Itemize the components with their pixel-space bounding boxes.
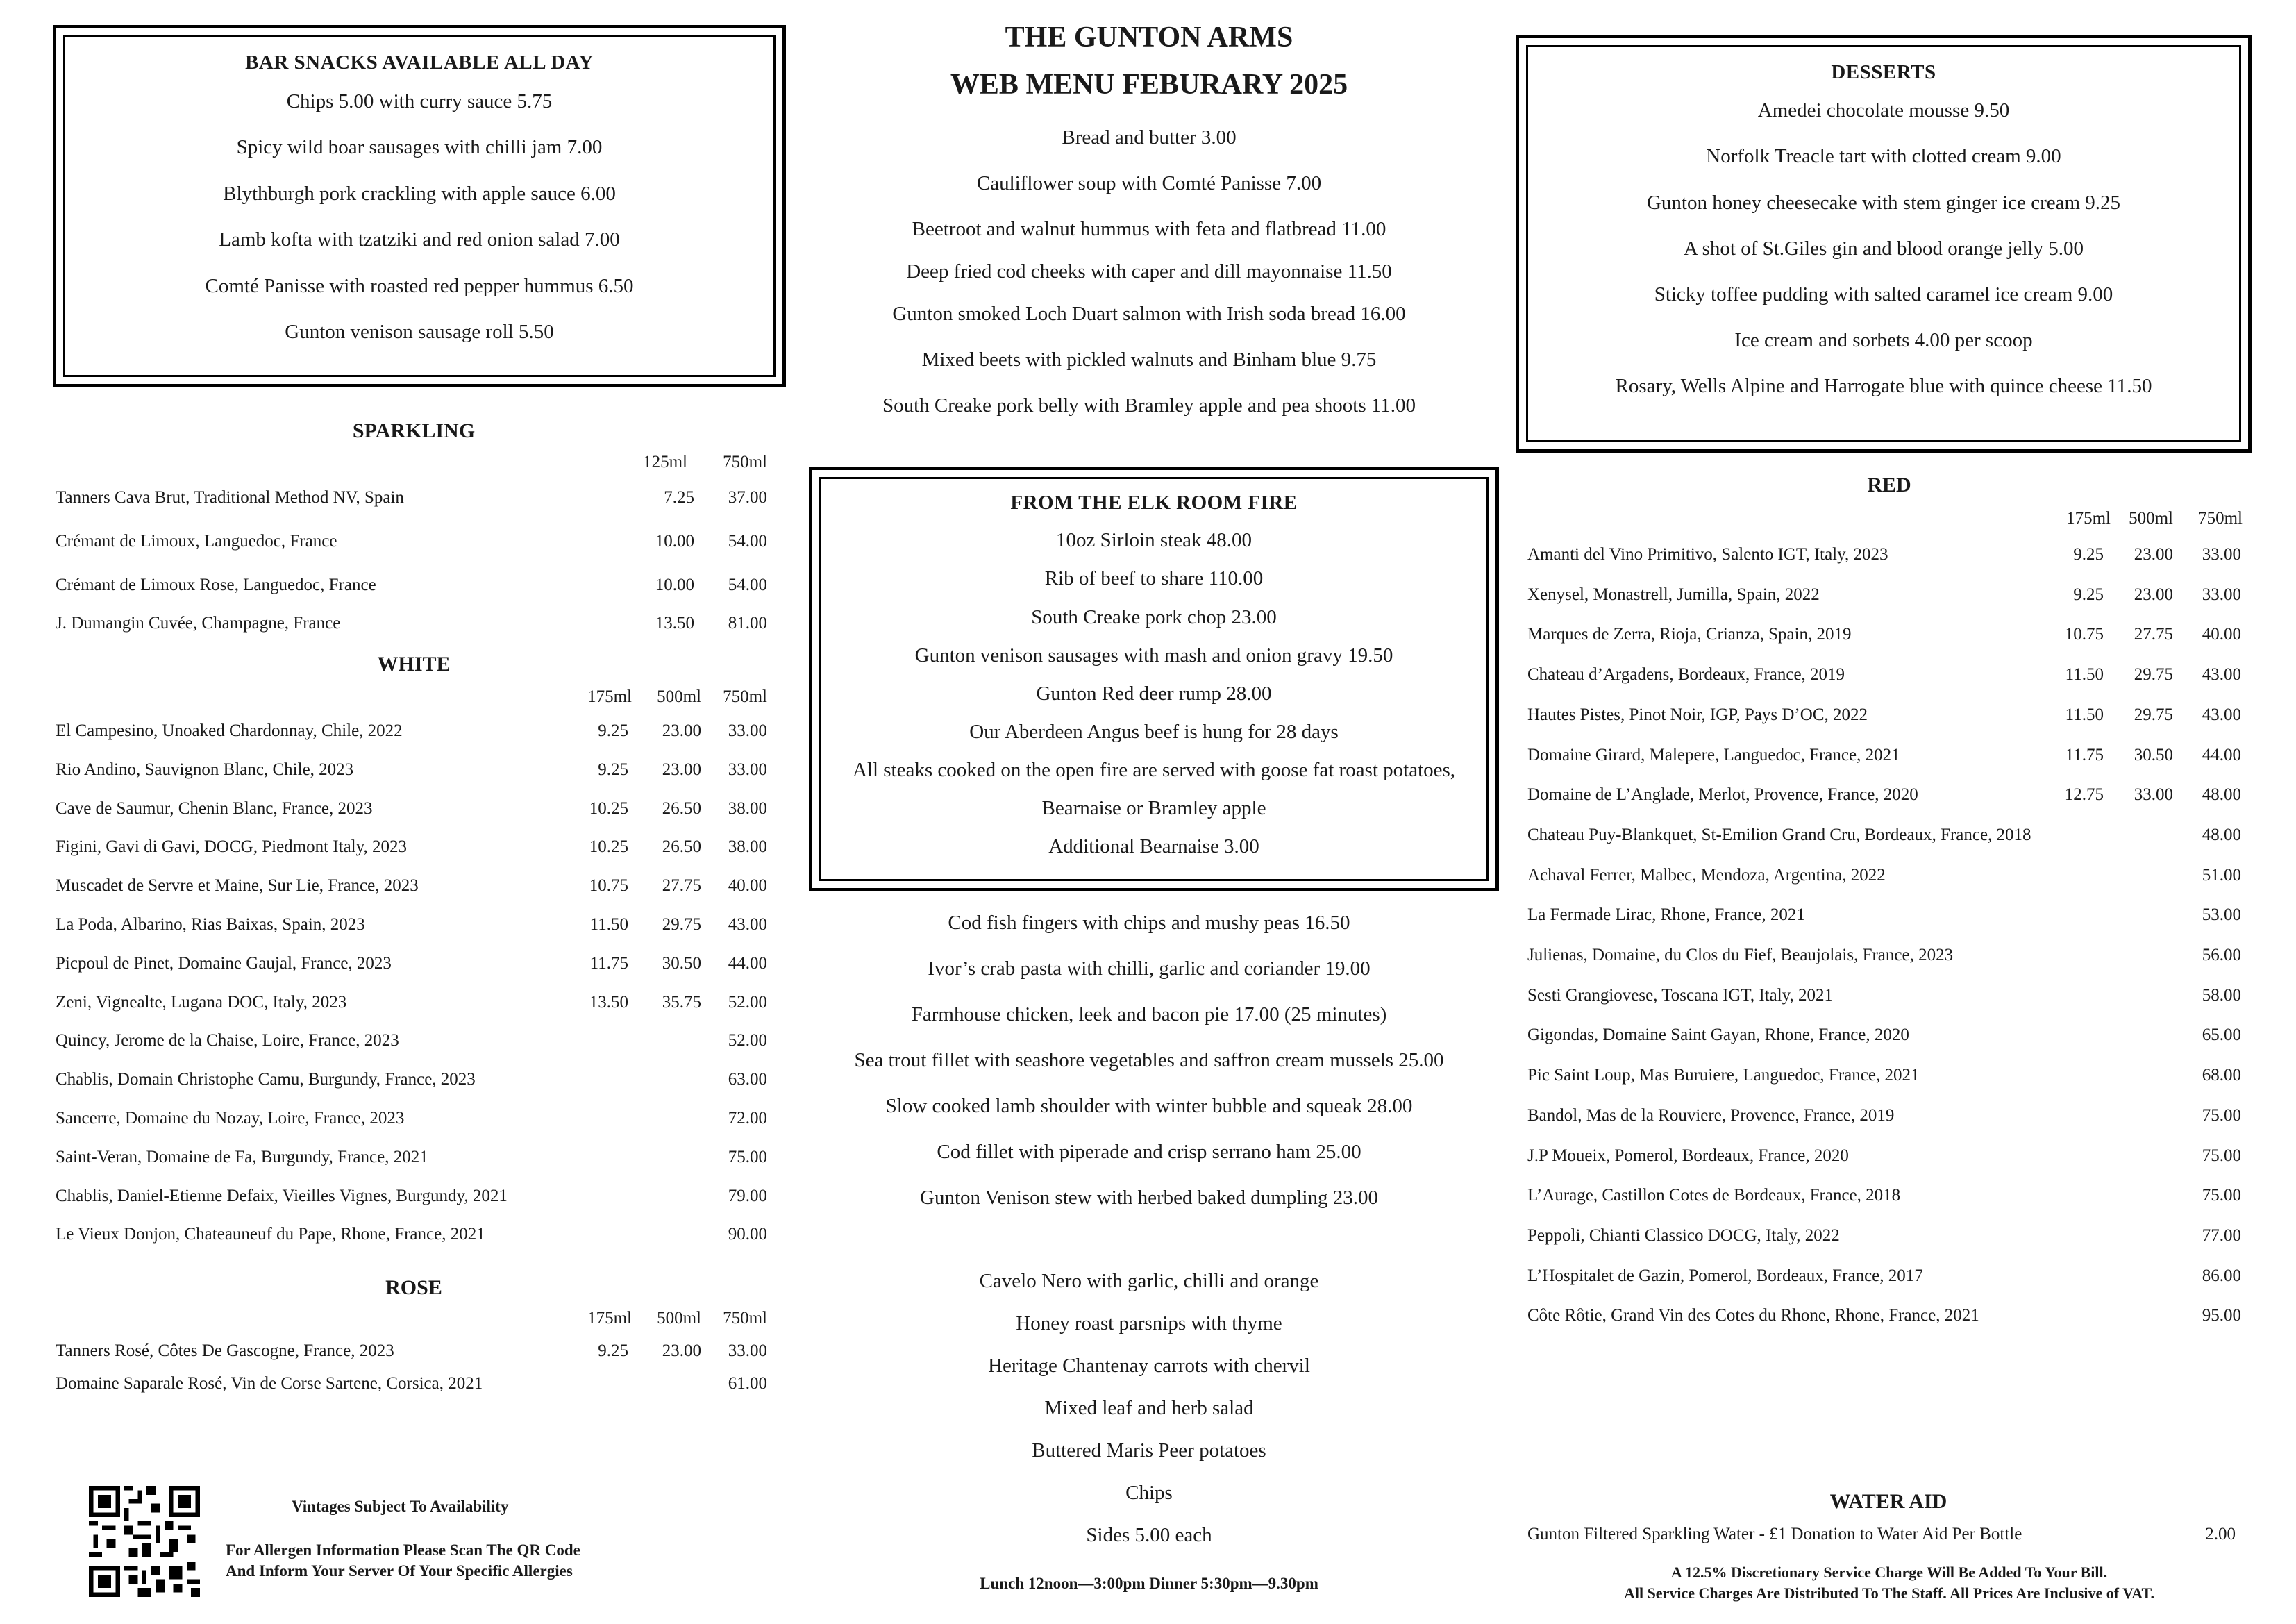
wine-price-b: 33.00 xyxy=(2134,785,2173,805)
wine-price-a: 9.25 xyxy=(598,721,628,740)
side-item: Buttered Maris Peer potatoes xyxy=(1032,1439,1266,1462)
wine-price-c: 56.00 xyxy=(2202,946,2241,964)
water-aid-item: Gunton Filtered Sparkling Water - £1 Donation to Water Aid Per Bottle xyxy=(1527,1525,2022,1543)
wine-price-b: 29.75 xyxy=(2134,665,2173,685)
wine-name: Marques de Zerra, Rioja, Crianza, Spain, 2019 xyxy=(1527,625,1852,644)
dessert-item: Gunton honey cheesecake with stem ginger ice cream 9.25 xyxy=(1646,192,2121,214)
white-col-175: 175ml xyxy=(587,687,632,706)
wine-name: L’Hospitalet de Gazin, Pomerol, Bordeaux, France, 2017 xyxy=(1527,1266,1923,1285)
wine-price-b: 30.50 xyxy=(662,953,701,973)
wine-name: Crémant de Limoux Rose, Languedoc, France xyxy=(56,576,376,594)
wine-price-c: 61.00 xyxy=(728,1374,767,1393)
restaurant-name: THE GUNTON ARMS xyxy=(1005,22,1293,53)
wine-name: Rio Andino, Sauvignon Blanc, Chile, 2023 xyxy=(56,760,354,779)
wine-price-a: 13.50 xyxy=(589,992,628,1012)
wine-name: Pic Saint Loup, Mas Buruiere, Languedoc, France, 2021 xyxy=(1527,1066,1920,1085)
wine-name: Le Vieux Donjon, Chateauneuf du Pape, Rhone, France, 2021 xyxy=(56,1225,485,1244)
dessert-item: Norfolk Treacle tart with clotted cream 9.00 xyxy=(1706,145,2061,167)
elk-room-item: Gunton venison sausages with mash and onion gravy 19.50 xyxy=(914,644,1393,667)
red-col-175: 175ml xyxy=(2066,509,2111,528)
wine-price-c: 33.00 xyxy=(728,721,767,740)
wine-price-b: 81.00 xyxy=(728,614,767,633)
starter-item: Cauliflower soup with Comté Panisse 7.00 xyxy=(976,172,1322,194)
wine-price-c: 40.00 xyxy=(2202,625,2241,644)
wine-price-c: 33.00 xyxy=(2202,545,2241,564)
wine-price-c: 77.00 xyxy=(2202,1225,2241,1245)
wine-price-c: 75.00 xyxy=(2202,1105,2241,1125)
wine-price-a: 9.25 xyxy=(598,1341,628,1360)
wine-price-c: 38.00 xyxy=(728,837,767,857)
wine-price-a: 10.00 xyxy=(655,576,694,594)
water-aid-price: 2.00 xyxy=(2205,1525,2236,1543)
wine-price-b: 26.50 xyxy=(662,837,701,857)
wine-name: Cave de Saumur, Chenin Blanc, France, 2023 xyxy=(56,798,373,818)
wine-name: Xenysel, Monastrell, Jumilla, Spain, 2022 xyxy=(1527,585,1820,604)
wine-name: La Fermade Lirac, Rhone, France, 2021 xyxy=(1527,905,1805,925)
wine-name: Sesti Grangiovese, Toscana IGT, Italy, 2021 xyxy=(1527,985,1834,1005)
elk-room-heading: FROM THE ELK ROOM FIRE xyxy=(1010,492,1298,514)
wine-price-c: 53.00 xyxy=(2202,905,2241,925)
wine-name: La Poda, Albarino, Rias Baixas, Spain, 2023 xyxy=(56,915,365,934)
side-item: Heritage Chantenay carrots with chervil xyxy=(988,1355,1310,1377)
wine-price-c: 75.00 xyxy=(2202,1186,2241,1205)
wine-price-a: 11.75 xyxy=(589,953,628,973)
elk-room-section xyxy=(809,467,1499,891)
elk-room-item: 10oz Sirloin steak 48.00 xyxy=(1056,529,1252,551)
starter-item: Bread and butter 3.00 xyxy=(1062,126,1237,149)
main-item: Slow cooked lamb shoulder with winter bubble and squeak 28.00 xyxy=(885,1095,1413,1117)
wine-price-a: 10.75 xyxy=(2064,625,2104,644)
wine-name: El Campesino, Unoaked Chardonnay, Chile, 2022 xyxy=(56,721,403,740)
wine-price-a: 11.50 xyxy=(589,915,628,934)
main-item: Gunton Venison stew with herbed baked dumpling 23.00 xyxy=(920,1187,1378,1209)
desserts-section xyxy=(1516,35,2252,453)
dessert-item: Rosary, Wells Alpine and Harrogate blue with quince cheese 11.50 xyxy=(1615,375,2152,397)
wine-price-a: 10.00 xyxy=(655,532,694,551)
wine-price-c: 95.00 xyxy=(2202,1306,2241,1325)
wine-price-c: 43.00 xyxy=(2202,705,2241,724)
bar-snack-item: Gunton venison sausage roll 5.50 xyxy=(285,321,554,343)
wine-name: Crémant de Limoux, Languedoc, France xyxy=(56,532,337,551)
wine-price-c: 38.00 xyxy=(728,798,767,818)
wine-name: Hautes Pistes, Pinot Noir, IGP, Pays D’OC, 2022 xyxy=(1527,705,1868,724)
sparkling-col-125: 125ml xyxy=(643,453,687,471)
elk-room-item: Rib of beef to share 110.00 xyxy=(1044,567,1264,589)
wine-price-c: 33.00 xyxy=(728,1341,767,1360)
wine-price-a: 11.75 xyxy=(2065,745,2104,764)
wine-price-c: 75.00 xyxy=(2202,1146,2241,1165)
wine-price-c: 44.00 xyxy=(728,953,767,973)
wine-price-b: 26.50 xyxy=(662,798,701,818)
wine-price-c: 48.00 xyxy=(2202,785,2241,805)
wine-price-b: 54.00 xyxy=(728,532,767,551)
wine-price-c: 43.00 xyxy=(2202,665,2241,685)
bar-snack-item: Lamb kofta with tzatziki and red onion salad 7.00 xyxy=(219,228,620,251)
side-item: Honey roast parsnips with thyme xyxy=(1016,1312,1282,1334)
wine-name: Figini, Gavi di Gavi, DOCG, Piedmont Italy, 2023 xyxy=(56,837,407,857)
side-item: Mixed leaf and herb salad xyxy=(1044,1397,1254,1419)
wine-name: Zeni, Vignealte, Lugana DOC, Italy, 2023 xyxy=(56,992,347,1012)
bar-snacks-section xyxy=(53,25,786,387)
wine-name: Chateau Puy-Blankquet, St-Emilion Grand Cru, Bordeaux, France, 2018 xyxy=(1527,825,2031,844)
main-item: Sea trout fillet with seashore vegetables and saffron cream mussels 25.00 xyxy=(854,1049,1444,1071)
main-item: Cod fillet with piperade and crisp serrano ham 25.00 xyxy=(937,1141,1361,1163)
wine-price-c: 72.00 xyxy=(728,1109,767,1128)
white-heading: WHITE xyxy=(377,653,451,676)
wine-price-b: 23.00 xyxy=(2134,585,2173,604)
wine-price-b: 27.75 xyxy=(2134,625,2173,644)
wine-name: Chablis, Domain Christophe Camu, Burgundy, France, 2023 xyxy=(56,1070,476,1089)
service-charge-line1: A 12.5% Discretionary Service Charge Will Be Added To Your Bill. xyxy=(1670,1564,2108,1581)
wine-price-c: 79.00 xyxy=(728,1186,767,1205)
wine-price-b: 23.00 xyxy=(662,1341,701,1360)
starters-section xyxy=(798,125,1500,430)
service-charge-line2: All Service Charges Are Distributed To The Staff. All Prices Are Inclusive of VAT. xyxy=(1623,1584,2155,1602)
dessert-item: Sticky toffee pudding with salted caramel ice cream 9.00 xyxy=(1654,283,2113,305)
starter-item: Mixed beets with pickled walnuts and Binham blue 9.75 xyxy=(921,349,1377,371)
elk-room-item: Additional Bearnaise 3.00 xyxy=(1048,835,1259,857)
wine-price-a: 10.25 xyxy=(589,798,628,818)
rose-col-175: 175ml xyxy=(587,1309,632,1328)
rose-heading: ROSE xyxy=(385,1276,442,1299)
wine-price-c: 65.00 xyxy=(2202,1026,2241,1045)
wine-name: J.P Moueix, Pomerol, Bordeaux, France, 2020 xyxy=(1527,1146,1849,1165)
wine-name: Amanti del Vino Primitivo, Salento IGT, Italy, 2023 xyxy=(1527,545,1888,564)
starter-item: Gunton smoked Loch Duart salmon with Irish soda bread 16.00 xyxy=(892,303,1406,325)
water-aid-heading: WATER AID xyxy=(1829,1490,1947,1513)
wine-price-c: 48.00 xyxy=(2202,825,2241,844)
wine-price-c: 33.00 xyxy=(728,760,767,779)
menu-header xyxy=(798,21,1500,101)
allergen-note xyxy=(226,1540,580,1582)
wine-name: L’Aurage, Castillon Cotes de Bordeaux, France, 2018 xyxy=(1527,1186,1901,1205)
wine-price-c: 43.00 xyxy=(728,915,767,934)
red-col-750: 750ml xyxy=(2198,509,2243,528)
bar-snack-item: Blythburgh pork crackling with apple sauce 6.00 xyxy=(223,183,616,205)
wine-name: Bandol, Mas de la Rouviere, Provence, France, 2019 xyxy=(1527,1105,1895,1125)
wine-price-c: 33.00 xyxy=(2202,585,2241,604)
wine-name: Picpoul de Pinet, Domaine Gaujal, France, 2023 xyxy=(56,953,392,973)
wine-name: Domaine Girard, Malepere, Languedoc, France, 2021 xyxy=(1527,745,1900,764)
elk-room-item: Bearnaise or Bramley apple xyxy=(1041,797,1266,819)
wine-name: Saint-Veran, Domaine de Fa, Burgundy, France, 2021 xyxy=(56,1147,428,1166)
wine-name: J. Dumangin Cuvée, Champagne, France xyxy=(56,614,341,633)
wine-price-c: 68.00 xyxy=(2202,1066,2241,1085)
red-col-500: 500ml xyxy=(2129,509,2173,528)
wine-price-c: 75.00 xyxy=(728,1147,767,1166)
wine-name: Sancerre, Domaine du Nozay, Loire, France, 2023 xyxy=(56,1109,405,1128)
elk-room-item: Our Aberdeen Angus beef is hung for 28 days xyxy=(969,721,1339,743)
wine-price-a: 10.75 xyxy=(589,876,628,896)
rose-col-500: 500ml xyxy=(657,1309,701,1328)
main-item: Ivor’s crab pasta with chilli, garlic and coriander 19.00 xyxy=(928,957,1371,980)
dessert-item: Amedei chocolate mousse 9.50 xyxy=(1757,99,2010,122)
wine-price-c: 86.00 xyxy=(2202,1266,2241,1285)
wine-price-b: 37.00 xyxy=(728,488,767,507)
wine-price-a: 9.25 xyxy=(598,760,628,779)
white-col-500: 500ml xyxy=(657,687,701,706)
white-col-750: 750ml xyxy=(723,687,767,706)
elk-room-item: South Creake pork chop 23.00 xyxy=(1031,606,1277,628)
menu-title: WEB MENU FEBURARY 2025 xyxy=(950,69,1348,101)
wine-price-b: 23.00 xyxy=(662,721,701,740)
qr-code-icon[interactable] xyxy=(89,1486,200,1597)
main-item: Cod fish fingers with chips and mushy peas 16.50 xyxy=(948,912,1350,934)
bar-snacks-heading: BAR SNACKS AVAILABLE ALL DAY xyxy=(245,51,594,74)
wine-price-c: 90.00 xyxy=(728,1225,767,1244)
sparkling-heading: SPARKLING xyxy=(352,419,476,442)
starter-item: South Creake pork belly with Bramley apple and pea shoots 11.00 xyxy=(882,394,1416,417)
main-item: Farmhouse chicken, leek and bacon pie 17.00 (25 minutes) xyxy=(911,1003,1387,1026)
red-heading: RED xyxy=(1867,474,1911,496)
starter-item: Deep fried cod cheeks with caper and dill mayonnaise 11.50 xyxy=(906,260,1392,283)
bar-snack-item: Spicy wild boar sausages with chilli jam 7.00 xyxy=(236,136,603,158)
wine-name: Gigondas, Domaine Saint Gayan, Rhone, France, 2020 xyxy=(1527,1026,1909,1045)
wine-price-c: 44.00 xyxy=(2202,745,2241,764)
wine-price-b: 54.00 xyxy=(728,576,767,594)
wine-name: Chablis, Daniel-Etienne Defaix, Vieilles Vignes, Burgundy, 2021 xyxy=(56,1186,508,1205)
wine-price-a: 12.75 xyxy=(2064,785,2104,805)
wine-name: Chateau d’Argadens, Bordeaux, France, 2019 xyxy=(1527,665,1845,685)
desserts-heading: DESSERTS xyxy=(1831,61,1936,83)
vintages-note: Vintages Subject To Availability xyxy=(292,1498,509,1515)
side-item: Sides 5.00 each xyxy=(1086,1524,1212,1546)
opening-hours: Lunch 12noon—3:00pm Dinner 5:30pm—9.30pm xyxy=(980,1575,1318,1592)
wine-price-b: 35.75 xyxy=(662,992,701,1012)
wine-name: Côte Rôtie, Grand Vin des Cotes du Rhone, Rhone, France, 2021 xyxy=(1527,1306,1979,1325)
rose-col-750: 750ml xyxy=(723,1309,767,1328)
elk-room-item: Gunton Red deer rump 28.00 xyxy=(1036,683,1272,705)
side-item: Cavelo Nero with garlic, chilli and orange xyxy=(979,1270,1319,1292)
wine-name: Julienas, Domaine, du Clos du Fief, Beaujolais, France, 2023 xyxy=(1527,946,1954,964)
sides-section xyxy=(798,1268,1500,1559)
mains-section xyxy=(798,910,1500,1229)
wine-price-c: 40.00 xyxy=(728,876,767,896)
wine-price-c: 63.00 xyxy=(728,1070,767,1089)
wine-price-c: 52.00 xyxy=(728,1031,767,1050)
wine-price-b: 23.00 xyxy=(662,760,701,779)
wine-name: Muscadet de Servre et Maine, Sur Lie, France, 2023 xyxy=(56,876,419,896)
wine-price-c: 52.00 xyxy=(728,992,767,1012)
wine-name: Peppoli, Chianti Classico DOCG, Italy, 2022 xyxy=(1527,1225,1840,1245)
wine-name: Domaine Saparale Rosé, Vin de Corse Sartene, Corsica, 2021 xyxy=(56,1374,483,1393)
wine-price-a: 7.25 xyxy=(664,488,694,507)
dessert-item: Ice cream and sorbets 4.00 per scoop xyxy=(1734,329,2033,351)
wine-name: Tanners Rosé, Côtes De Gascogne, France, 2023 xyxy=(56,1341,394,1360)
wine-price-a: 11.50 xyxy=(2065,665,2104,685)
bar-snack-item: Comté Panisse with roasted red pepper hummus 6.50 xyxy=(205,275,634,297)
dessert-item: A shot of St.Giles gin and blood orange jelly 5.00 xyxy=(1684,237,2084,260)
wine-price-c: 51.00 xyxy=(2202,865,2241,885)
wine-price-a: 10.25 xyxy=(589,837,628,857)
wine-price-a: 9.25 xyxy=(2073,585,2104,604)
wine-price-a: 9.25 xyxy=(2073,545,2104,564)
starter-item: Beetroot and walnut hummus with feta and flatbread 11.00 xyxy=(912,218,1386,240)
sparkling-col-750: 750ml xyxy=(723,453,767,471)
wine-price-b: 29.75 xyxy=(2134,705,2173,724)
elk-room-item: All steaks cooked on the open fire are served with goose fat roast potatoes, xyxy=(852,759,1456,781)
wine-name: Achaval Ferrer, Malbec, Mendoza, Argentina, 2022 xyxy=(1527,865,1886,885)
wine-price-b: 27.75 xyxy=(662,876,701,896)
wine-name: Quincy, Jerome de la Chaise, Loire, France, 2023 xyxy=(56,1031,399,1050)
side-item: Chips xyxy=(1125,1482,1173,1504)
allergen-line1: For Allergen Information Please Scan The QR Code xyxy=(226,1541,580,1559)
allergen-line2: And Inform Your Server Of Your Specific Allergies xyxy=(226,1562,573,1580)
bar-snack-item: Chips 5.00 with curry sauce 5.75 xyxy=(286,90,553,112)
wine-price-a: 13.50 xyxy=(655,614,694,633)
wine-price-c: 58.00 xyxy=(2202,985,2241,1005)
wine-price-a: 11.50 xyxy=(2065,705,2104,724)
wine-name: Domaine de L’Anglade, Merlot, Provence, France, 2020 xyxy=(1527,785,1918,805)
wine-price-b: 30.50 xyxy=(2134,745,2173,764)
wine-name: Tanners Cava Brut, Traditional Method NV, Spain xyxy=(56,488,404,507)
wine-price-b: 23.00 xyxy=(2134,545,2173,564)
service-charge-note xyxy=(1516,1562,2263,1604)
wine-price-b: 29.75 xyxy=(662,915,701,934)
